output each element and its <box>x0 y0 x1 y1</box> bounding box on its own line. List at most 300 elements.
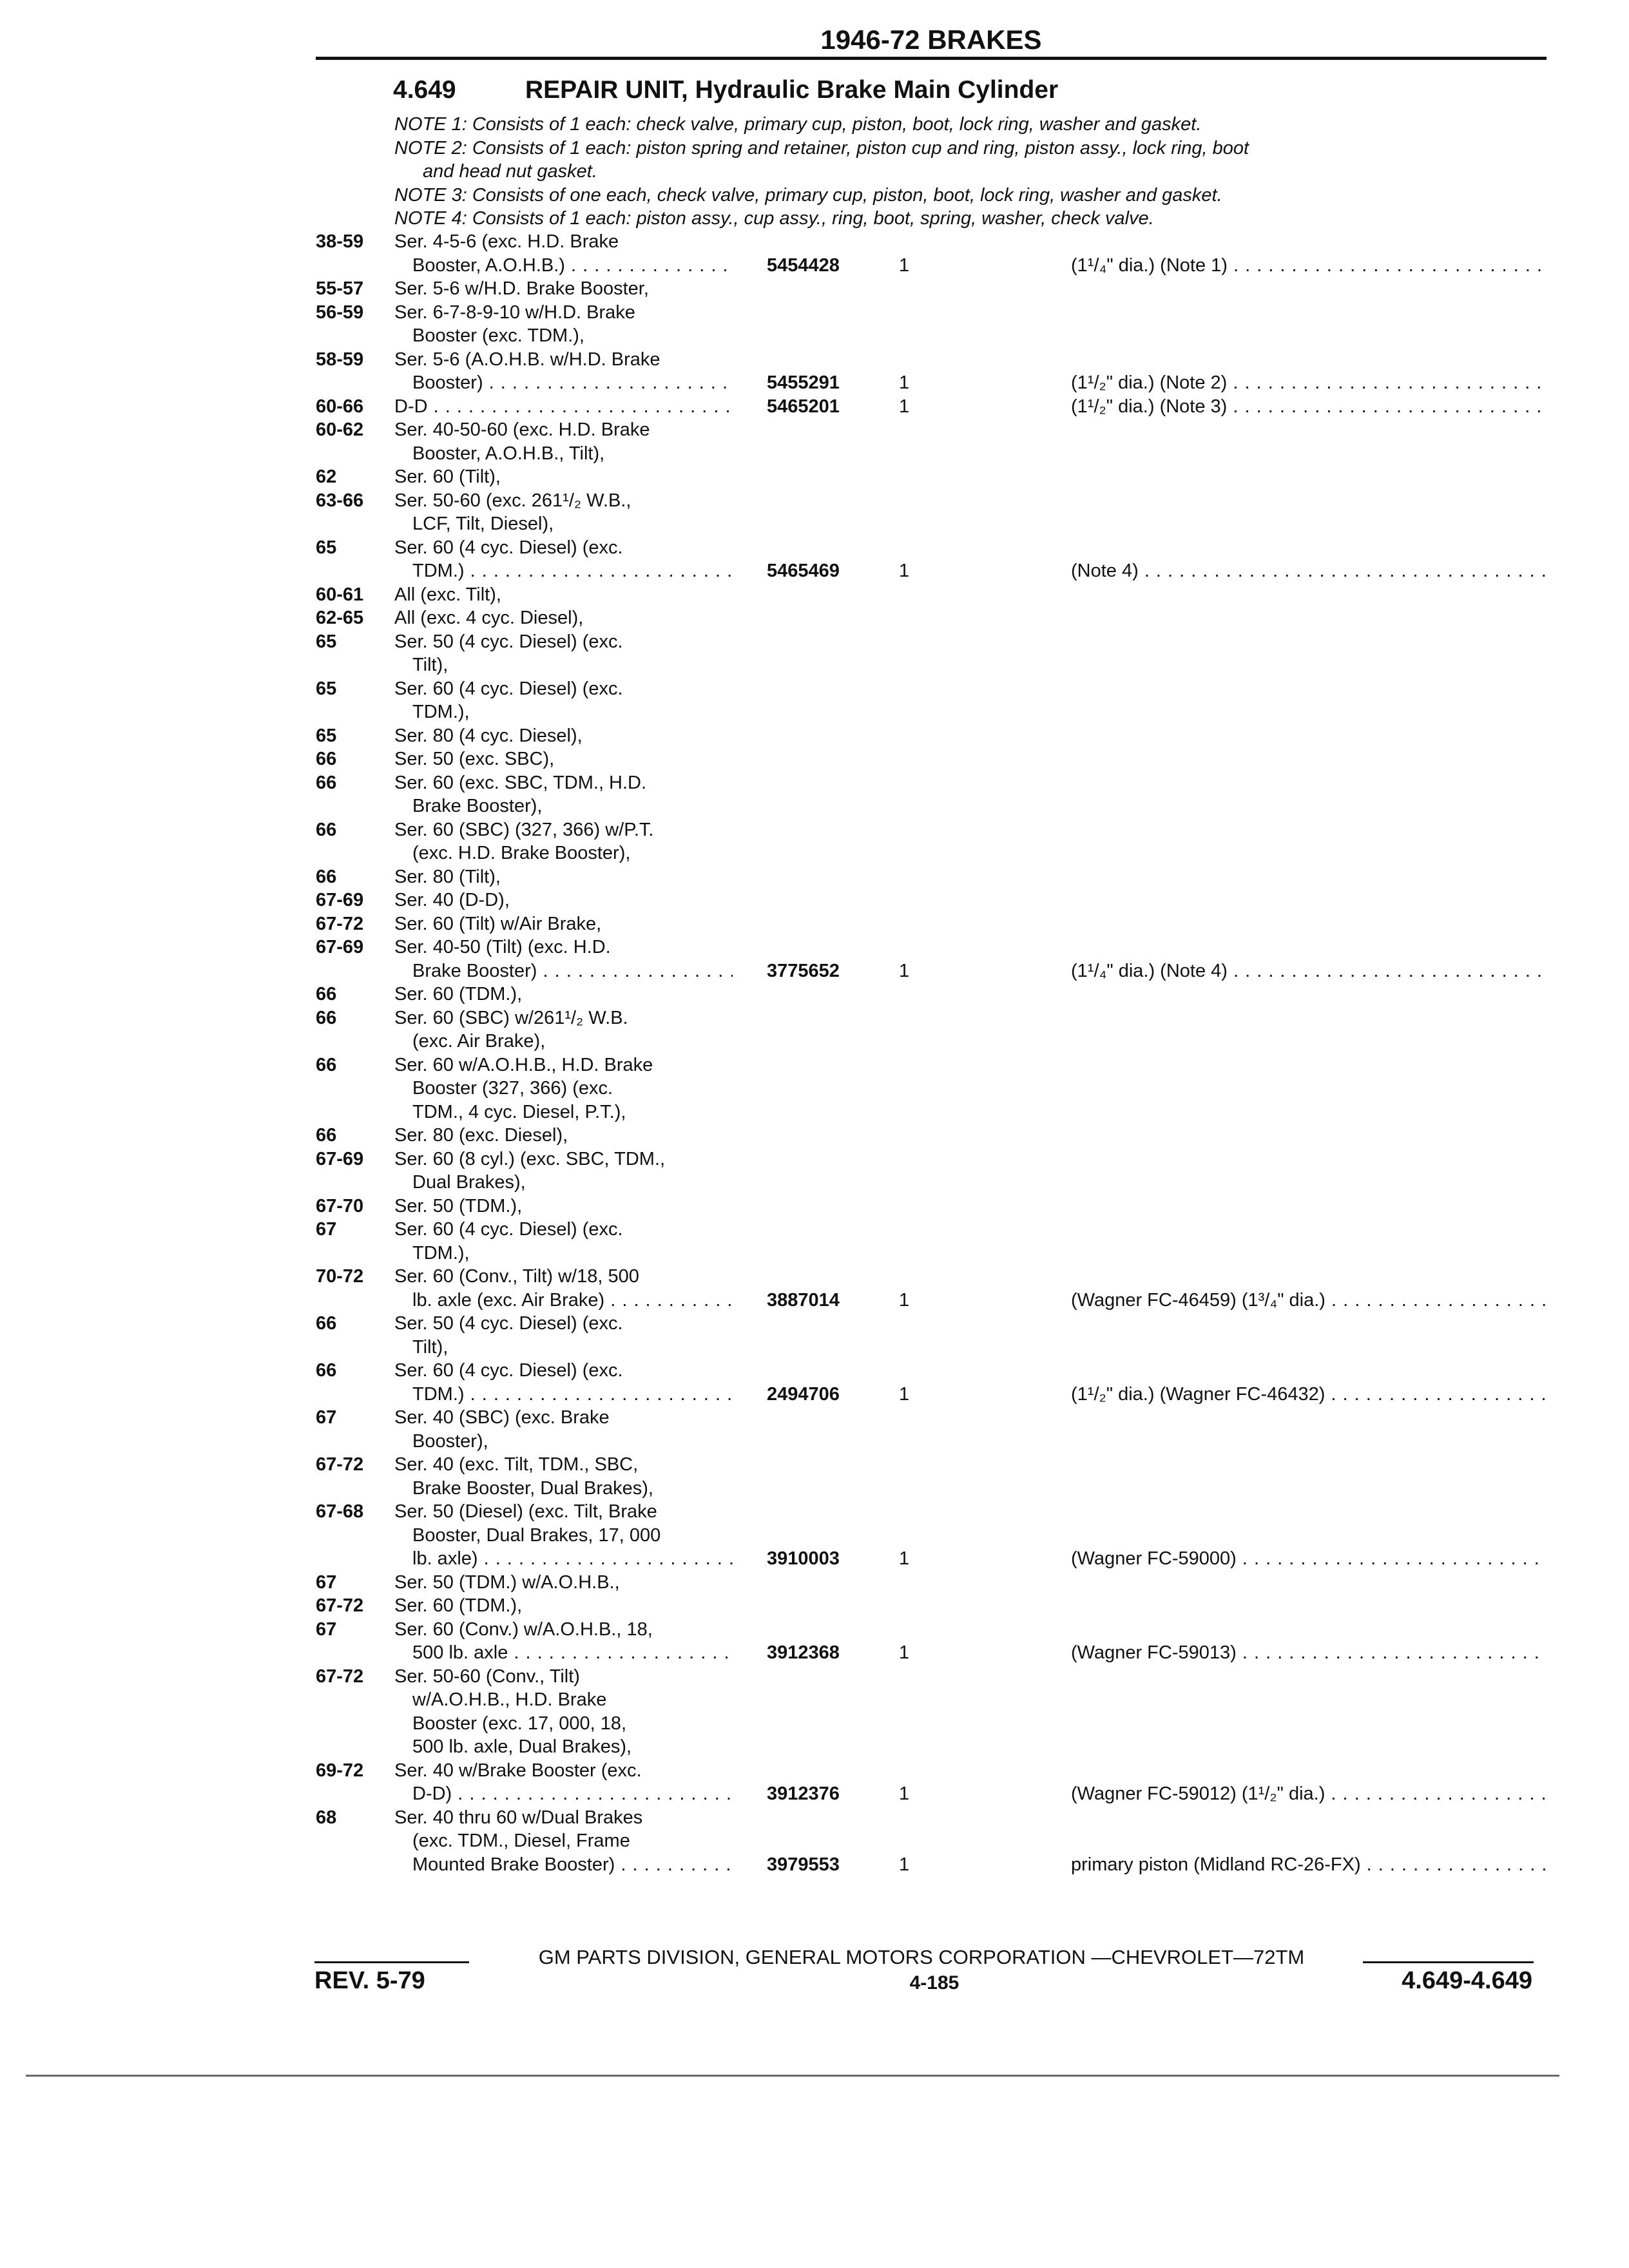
description-text: Ser. 50 (Diesel) (exc. Tilt, Brake <box>394 1501 657 1522</box>
model-years: 67 <box>316 1407 337 1428</box>
table-row <box>316 1006 1547 1030</box>
table-row <box>316 1030 1547 1053</box>
table-row <box>316 371 1547 395</box>
model-years: 66 <box>316 984 337 1004</box>
note-text: NOTE 1: Consists of 1 each: check valve, primary cup, piston, boot, lock ring, washer and gasket. <box>394 114 1202 135</box>
model-years: 65 <box>316 725 337 746</box>
model-years: 66 <box>316 1054 337 1075</box>
model-years: 67-72 <box>316 1595 364 1616</box>
description-text: Booster, A.O.H.B., Tilt), <box>412 443 605 464</box>
table-row <box>316 536 1547 560</box>
remark <box>1071 1383 1547 1407</box>
application-description <box>412 653 733 677</box>
model-years: 66 <box>316 749 337 769</box>
model-years: 60-66 <box>316 396 364 417</box>
part-number: 5465201 <box>767 396 840 417</box>
table-row <box>316 1312 1547 1336</box>
table-row <box>316 348 1547 372</box>
application-description <box>394 230 733 254</box>
application-description <box>394 771 733 795</box>
model-years: 67-69 <box>316 937 364 957</box>
remark-text: (1¹/₄" dia.) (Note 1) . . . <box>1071 255 1547 276</box>
footer-rule-right <box>1363 1961 1534 1963</box>
model-years: 66 <box>316 866 337 887</box>
footer-section-range: 4.649-4.649 <box>1402 1967 1532 1994</box>
description-text: Booster (327, 366) (exc. <box>412 1078 613 1099</box>
application-description <box>394 1195 733 1218</box>
description-text: Ser. 40 thru 60 w/Dual Brakes <box>394 1807 643 1828</box>
application-description <box>394 1665 733 1689</box>
table-row <box>316 230 1547 254</box>
table-row <box>316 1641 1547 1665</box>
quantity: 1 <box>899 1548 910 1569</box>
application-description <box>394 936 733 959</box>
model-years: 66 <box>316 1007 337 1028</box>
application-description <box>412 559 733 583</box>
section-title <box>393 72 1058 108</box>
description-text: TDM.) . . . <box>412 1384 733 1405</box>
application-description <box>412 1735 733 1759</box>
quantity: 1 <box>899 1383 910 1405</box>
quantity: 1 <box>899 1642 910 1663</box>
application-description <box>394 1618 733 1642</box>
application-description <box>412 1547 733 1571</box>
model-years: 38-59 <box>316 231 364 252</box>
description-text: 500 lb. axle . . . <box>412 1642 733 1663</box>
application-description <box>412 1171 733 1195</box>
quantity: 1 <box>899 372 910 393</box>
model-years: 67 <box>316 1219 337 1240</box>
remark <box>1071 371 1547 395</box>
model-years: 66 <box>316 819 337 840</box>
part-number: 5454428 <box>767 255 840 276</box>
table-row <box>316 1077 1547 1100</box>
table-row <box>316 1218 1547 1242</box>
description-text: TDM.) . . . <box>412 561 733 581</box>
description-text: Ser. 60 (8 cyl.) (exc. SBC, TDM., <box>394 1148 666 1169</box>
model-years: 66 <box>316 1313 337 1334</box>
description-text: (exc. TDM., Diesel, Frame <box>412 1831 630 1851</box>
table-row <box>316 1500 1547 1524</box>
application-description <box>412 442 733 466</box>
remark <box>1071 395 1547 419</box>
quantity: 1 <box>899 255 910 276</box>
table-row <box>316 653 1547 677</box>
description-text: Ser. 40 (D-D), <box>394 890 510 910</box>
quantity: 1 <box>899 1854 910 1875</box>
application-description <box>394 277 733 301</box>
description-text: Ser. 80 (exc. Diesel), <box>394 1125 568 1146</box>
footer-page-number: 4-185 <box>909 1972 959 1994</box>
model-years: 67-70 <box>316 1195 364 1216</box>
application-description <box>412 254 733 278</box>
application-description <box>394 724 733 748</box>
description-text: Ser. 40-50-60 (exc. H.D. Brake <box>394 419 650 440</box>
part-number: 5455291 <box>767 372 840 393</box>
application-description <box>412 1077 733 1100</box>
description-text: Ser. 40 (exc. Tilt, TDM., SBC, <box>394 1454 639 1475</box>
description-text: Ser. 5-6 (A.O.H.B. w/H.D. Brake <box>394 349 660 370</box>
quantity: 1 <box>899 1783 910 1804</box>
table-row <box>316 395 1547 419</box>
application-description <box>412 512 733 536</box>
scan-edge-line <box>26 2075 1559 2077</box>
part-number: 3775652 <box>767 960 840 981</box>
description-text: Ser. 50 (exc. SBC), <box>394 749 555 769</box>
description-text: Ser. 60 (Tilt) w/Air Brake, <box>394 913 602 934</box>
application-description <box>412 1242 733 1265</box>
description-text: lb. axle (exc. Air Brake) . . . <box>412 1290 733 1311</box>
application-description <box>394 1053 733 1077</box>
application-description <box>412 1336 733 1360</box>
note <box>394 113 1548 137</box>
application-description <box>394 1312 733 1336</box>
description-text: Ser. 40 w/Brake Booster (exc. <box>394 1760 642 1781</box>
application-description <box>412 324 733 348</box>
description-text: (exc. H.D. Brake Booster), <box>412 843 631 863</box>
table-row <box>316 794 1547 818</box>
section-name: REPAIR UNIT, Hydraulic Brake Main Cylinder <box>525 76 1059 104</box>
description-text: Ser. 50 (4 cyc. Diesel) (exc. <box>394 631 623 652</box>
model-years: 67-68 <box>316 1501 364 1522</box>
table-row <box>316 1265 1547 1289</box>
description-text: Ser. 60 (4 cyc. Diesel) (exc. <box>394 537 623 558</box>
description-text: Ser. 40 (SBC) (exc. Brake <box>394 1407 610 1428</box>
model-years: 67-72 <box>316 1666 364 1687</box>
footer-publisher: GM PARTS DIVISION, GENERAL MOTORS CORPORATION —CHEVROLET—72TM <box>538 1946 1305 1968</box>
application-description <box>412 371 733 395</box>
model-years: 69-72 <box>316 1760 364 1781</box>
description-text: Ser. 50 (TDM.), <box>394 1195 523 1216</box>
table-row <box>316 1477 1547 1501</box>
application-description <box>394 606 733 630</box>
part-number: 3912368 <box>767 1642 840 1663</box>
application-description <box>394 583 733 607</box>
footer-rule-left <box>314 1961 469 1963</box>
application-description <box>412 794 733 818</box>
description-text: All (exc. 4 cyc. Diesel), <box>394 608 584 628</box>
application-description <box>394 983 733 1006</box>
description-text: Ser. 60 (4 cyc. Diesel) (exc. <box>394 1360 623 1381</box>
remark-text: (1¹/₂" dia.) (Note 3) . . . <box>1071 396 1547 417</box>
table-row <box>316 912 1547 936</box>
note-text: NOTE 3: Consists of one each, check valve, primary cup, piston, boot, lock ring, washer and gasket. <box>394 184 1222 206</box>
table-row <box>316 1594 1547 1618</box>
remark-text: (Wagner FC-59012) (1¹/₂" dia.) . . . <box>1071 1783 1547 1804</box>
application-description <box>412 1712 733 1736</box>
description-text: TDM., 4 cyc. Diesel, P.T.), <box>412 1101 626 1122</box>
table-row <box>316 1759 1547 1783</box>
table-row <box>316 1171 1547 1195</box>
application-description <box>412 1289 733 1312</box>
table-row <box>316 889 1547 912</box>
table-row <box>316 1665 1547 1689</box>
description-text: Booster, Dual Brakes, 17, 000 <box>412 1524 661 1546</box>
table-row <box>316 1100 1547 1124</box>
table-row <box>316 559 1547 583</box>
table-row <box>316 1430 1547 1454</box>
application-description <box>394 630 733 654</box>
application-description <box>394 418 733 442</box>
application-description <box>394 865 733 889</box>
note <box>394 207 1548 231</box>
quantity: 1 <box>899 960 910 981</box>
table-row <box>316 936 1547 959</box>
description-text: Ser. 50-60 (exc. 261¹/₂ W.B., <box>394 490 631 511</box>
model-years: 67-72 <box>316 1454 364 1475</box>
table-row <box>316 1195 1547 1218</box>
description-text: Booster (exc. 17, 000, 18, <box>412 1713 627 1734</box>
description-text: Tilt), <box>412 655 448 675</box>
table-row <box>316 983 1547 1006</box>
table-row <box>316 630 1547 654</box>
application-description <box>394 301 733 325</box>
remark-text: (Wagner FC-59013) . . . <box>1071 1642 1547 1663</box>
section-number: 4.649 <box>393 76 456 104</box>
description-text: Booster, A.O.H.B.) . . . <box>412 255 733 276</box>
table-row <box>316 1712 1547 1736</box>
table-row <box>316 771 1547 795</box>
table-row <box>316 465 1547 489</box>
model-years: 55-57 <box>316 278 364 299</box>
model-years: 66 <box>316 1360 337 1381</box>
description-text: Ser. 40-50 (Tilt) (exc. H.D. <box>394 937 611 957</box>
table-row <box>316 324 1547 348</box>
application-description <box>412 1030 733 1053</box>
table-row <box>316 1782 1547 1806</box>
model-years: 56-59 <box>316 302 364 323</box>
description-text: Ser. 5-6 w/H.D. Brake Booster, <box>394 278 649 299</box>
remark <box>1071 1641 1547 1665</box>
model-years: 66 <box>316 772 337 793</box>
table-row <box>316 1524 1547 1548</box>
note <box>394 137 1548 184</box>
table-row <box>316 301 1547 325</box>
parts-table <box>316 230 1547 1876</box>
description-text: Ser. 60 (Conv., Tilt) w/18, 500 <box>394 1266 639 1287</box>
description-text: Mounted Brake Booster) . . . <box>412 1854 733 1875</box>
part-number: 2494706 <box>767 1383 840 1405</box>
application-description <box>412 1477 733 1501</box>
table-row <box>316 489 1547 513</box>
application-description <box>394 536 733 560</box>
description-text: Booster), <box>412 1430 488 1452</box>
description-text: Ser. 60 w/A.O.H.B., H.D. Brake <box>394 1054 653 1075</box>
quantity: 1 <box>899 561 910 581</box>
description-text: Ser. 60 (4 cyc. Diesel) (exc. <box>394 678 623 699</box>
model-years: 68 <box>316 1807 337 1828</box>
table-row <box>316 818 1547 842</box>
description-text: TDM.), <box>412 1242 470 1264</box>
application-description <box>394 1124 733 1148</box>
description-text: Brake Booster, Dual Brakes), <box>412 1477 653 1499</box>
application-description <box>394 1006 733 1030</box>
table-row <box>316 1383 1547 1407</box>
table-row <box>316 1406 1547 1430</box>
description-text: Booster) . . . <box>412 372 733 393</box>
application-description <box>412 1853 733 1877</box>
application-description <box>412 1688 733 1712</box>
application-description <box>394 1359 733 1383</box>
table-row <box>316 583 1547 607</box>
application-description <box>394 1500 733 1524</box>
table-row <box>316 1359 1547 1383</box>
application-description <box>394 1571 733 1595</box>
part-number: 3910003 <box>767 1548 840 1569</box>
table-row <box>316 841 1547 865</box>
table-row <box>316 1547 1547 1571</box>
description-text: 500 lb. axle, Dual Brakes), <box>412 1736 632 1757</box>
description-text: D-D . . . <box>394 396 733 417</box>
table-row <box>316 1242 1547 1265</box>
model-years: 58-59 <box>316 349 364 370</box>
model-years: 65 <box>316 537 337 558</box>
description-text: Ser. 60 (4 cyc. Diesel) (exc. <box>394 1219 623 1240</box>
part-number: 3912376 <box>767 1783 840 1804</box>
remark-text: (Wagner FC-59000) . . . <box>1071 1548 1547 1569</box>
remark <box>1071 1547 1547 1571</box>
table-row <box>316 1053 1547 1077</box>
application-description <box>394 1759 733 1783</box>
description-text: Tilt), <box>412 1336 448 1358</box>
part-number: 3887014 <box>767 1289 840 1311</box>
application-description <box>412 1641 733 1665</box>
description-text: Ser. 50-60 (Conv., Tilt) <box>394 1666 580 1687</box>
description-text: Ser. 6-7-8-9-10 w/H.D. Brake <box>394 302 635 323</box>
application-description <box>412 700 733 724</box>
model-years: 62 <box>316 466 337 487</box>
remark <box>1071 559 1547 583</box>
application-description <box>394 677 733 701</box>
remark-text: (1¹/₂" dia.) (Note 2) . . . <box>1071 372 1547 393</box>
description-text: (exc. Air Brake), <box>412 1031 546 1052</box>
description-text: D-D) . . . <box>412 1783 733 1804</box>
model-years: 62-65 <box>316 608 364 628</box>
description-text: w/A.O.H.B., H.D. Brake <box>412 1689 607 1710</box>
description-text: lb. axle) . . . <box>412 1548 733 1569</box>
model-years: 65 <box>316 678 337 699</box>
table-row <box>316 1336 1547 1360</box>
application-description <box>394 465 733 489</box>
model-years: 66 <box>316 1125 337 1146</box>
quantity: 1 <box>899 1289 910 1311</box>
table-row <box>316 254 1547 278</box>
note-continuation: and head nut gasket. <box>423 161 597 182</box>
description-text: Ser. 60 (SBC) (327, 366) w/P.T. <box>394 819 654 840</box>
remark-text: (1¹/₂" dia.) (Wagner FC-46432) . . . <box>1071 1384 1547 1405</box>
application-description <box>394 1265 733 1289</box>
table-row <box>316 1688 1547 1712</box>
description-text: Ser. 60 (Tilt), <box>394 466 501 487</box>
description-text: All (exc. Tilt), <box>394 584 501 605</box>
model-years: 67-69 <box>316 890 364 910</box>
model-years: 67 <box>316 1571 337 1593</box>
table-row <box>316 1829 1547 1853</box>
description-text: Ser. 60 (exc. SBC, TDM., H.D. <box>394 772 647 793</box>
model-years: 60-62 <box>316 419 364 440</box>
application-description <box>394 1148 733 1171</box>
table-row <box>316 1853 1547 1877</box>
part-number: 5465469 <box>767 561 840 581</box>
table-row <box>316 959 1547 983</box>
remark <box>1071 1289 1547 1312</box>
quantity: 1 <box>899 396 910 417</box>
description-text: Booster (exc. TDM.), <box>412 325 584 346</box>
remark <box>1071 254 1547 278</box>
application-description <box>394 1406 733 1430</box>
table-row <box>316 442 1547 466</box>
application-description <box>412 959 733 983</box>
remark-text: (Note 4) . . . <box>1071 561 1547 581</box>
header-rule <box>316 57 1547 60</box>
notes-block <box>394 113 1548 231</box>
remark-text: (Wagner FC-46459) (1³/₄" dia.) . . . <box>1071 1290 1547 1311</box>
table-row <box>316 1148 1547 1171</box>
description-text: Ser. 4-5-6 (exc. H.D. Brake <box>394 231 619 252</box>
application-description <box>394 489 733 513</box>
note-text: NOTE 4: Consists of 1 each: piston assy., cup assy., ring, boot, spring, washer, check valve. <box>394 208 1154 229</box>
note-text: NOTE 2: Consists of 1 each: piston spring and retainer, piston cup and ring, piston assy., lock ring, boot <box>394 137 1249 159</box>
application-description <box>394 395 733 419</box>
application-description <box>394 1806 733 1830</box>
remark <box>1071 1782 1547 1806</box>
table-row <box>316 1124 1547 1148</box>
table-row <box>316 1618 1547 1642</box>
part-number: 3979553 <box>767 1854 840 1875</box>
application-description <box>412 1383 733 1407</box>
table-row <box>316 606 1547 630</box>
table-row <box>316 747 1547 771</box>
application-description <box>394 1594 733 1618</box>
description-text: Ser. 60 (Conv.) w/A.O.H.B., 18, <box>394 1619 653 1640</box>
model-years: 67-72 <box>316 913 364 934</box>
footer-revision: REV. 5-79 <box>314 1967 425 1994</box>
description-text: Ser. 60 (TDM.), <box>394 984 523 1004</box>
description-text: Brake Booster), <box>412 796 543 816</box>
application-description <box>394 1218 733 1242</box>
description-text: Ser. 60 (SBC) w/261¹/₂ W.B. <box>394 1007 628 1028</box>
model-years: 63-66 <box>316 490 364 511</box>
description-text: Ser. 80 (Tilt), <box>394 866 501 887</box>
table-row <box>316 277 1547 301</box>
application-description <box>412 1430 733 1454</box>
description-text: Dual Brakes), <box>412 1172 526 1193</box>
remark <box>1071 1853 1547 1877</box>
model-years: 60-61 <box>316 584 364 605</box>
description-text: Ser. 50 (TDM.) w/A.O.H.B., <box>394 1571 620 1593</box>
table-row <box>316 724 1547 748</box>
application-description <box>394 348 733 372</box>
page-header: 1946-72 BRAKES <box>820 24 1042 55</box>
application-description <box>412 841 733 865</box>
application-description <box>412 1100 733 1124</box>
model-years: 67 <box>316 1619 337 1640</box>
remark-text: (1¹/₄" dia.) (Note 4) . . . <box>1071 961 1547 981</box>
description-text: Brake Booster) . . . <box>412 961 733 981</box>
remark-text: primary piston (Midland RC-26-FX) . . . <box>1071 1854 1547 1875</box>
table-row <box>316 1735 1547 1759</box>
application-description <box>412 1782 733 1806</box>
table-row <box>316 512 1547 536</box>
table-row <box>316 677 1547 701</box>
model-years: 70-72 <box>316 1266 364 1287</box>
description-text: Ser. 80 (4 cyc. Diesel), <box>394 725 583 746</box>
application-description <box>412 1829 733 1853</box>
table-row <box>316 865 1547 889</box>
table-row <box>316 1571 1547 1595</box>
application-description <box>394 818 733 842</box>
table-row <box>316 1289 1547 1312</box>
